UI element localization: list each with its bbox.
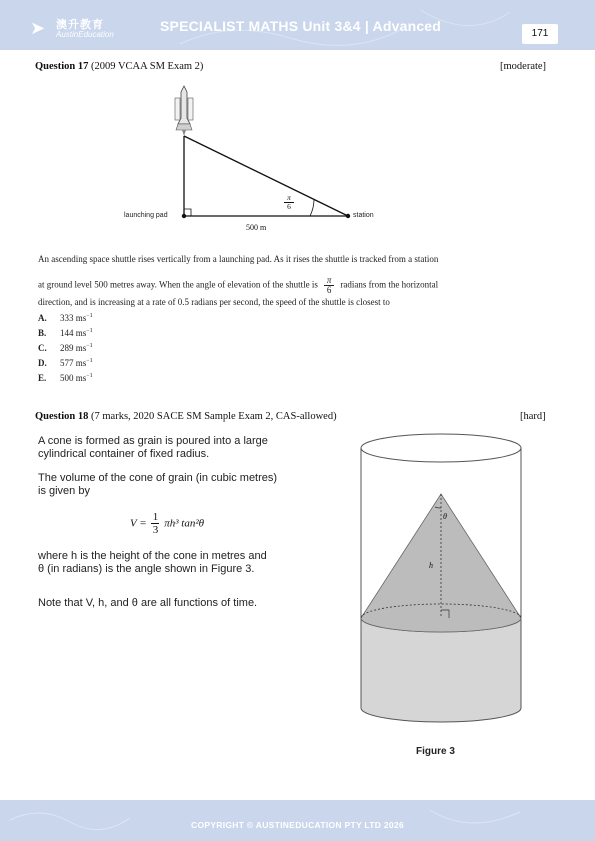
option-d[interactable] <box>38 358 93 373</box>
option-exp: −1 <box>86 358 93 364</box>
page-number: 171 <box>522 24 558 44</box>
q18-paragraph-3 <box>38 550 267 576</box>
figure-h-label: h <box>429 561 433 570</box>
q17-inline-fraction <box>324 276 334 295</box>
option-value: 144 ms <box>60 328 87 338</box>
option-letter: E. <box>38 373 47 383</box>
q18-p1-line2: cylindrical container of fixed radius. <box>38 448 210 460</box>
formula-fraction <box>151 511 159 536</box>
figure-theta-label: θ <box>443 512 447 521</box>
option-exp: −1 <box>86 343 93 349</box>
option-value: 289 ms <box>60 343 87 353</box>
space-shuttle-icon <box>175 86 193 136</box>
option-value: 577 ms <box>60 358 87 368</box>
q17-heading <box>35 61 203 72</box>
q17-options <box>38 313 93 388</box>
formula-rhs: πh³ tan²θ <box>164 517 205 530</box>
distance-label: 500 m <box>246 223 267 232</box>
figure-3-cylinder-cone <box>360 432 522 732</box>
option-letter: A. <box>38 313 47 323</box>
q18-p3-line1: where h is the height of the cone in metres and <box>38 550 267 562</box>
q18-p2-line2: is given by <box>38 485 90 497</box>
q17-text-line-3: direction, and is increasing at a rate of 0.5 radians per second, the speed of the shuttle is closest to <box>38 297 390 307</box>
page-title: SPECIALIST MATHS Unit 3&4 | Advanced <box>160 18 442 34</box>
q18-paragraph-1 <box>38 435 268 461</box>
q17-text-line-2 <box>38 276 438 295</box>
q17-text-line-2b: radians from the horizontal <box>340 279 439 290</box>
brand-logo <box>30 14 140 44</box>
station-point <box>346 214 350 218</box>
option-exp: −1 <box>86 373 93 379</box>
figure-3-caption: Figure 3 <box>416 746 455 757</box>
q17-frac-num: π <box>326 275 332 285</box>
logo-english-text: AustinEducation <box>56 30 114 39</box>
q18-source: (7 marks, 2020 SACE SM Sample Exam 2, CAS-allowed) <box>91 411 337 422</box>
q18-heading <box>35 411 337 422</box>
q17-text-line-2a: at ground level 500 metres away. When the angle of elevation of the shuttle is <box>38 279 318 290</box>
angle-numerator: π <box>287 193 291 202</box>
bird-logo-icon: ➤ <box>30 18 46 39</box>
option-value: 500 ms <box>60 373 87 383</box>
option-c[interactable] <box>38 343 93 358</box>
formula-lhs: V = <box>130 517 147 530</box>
formula-num: 1 <box>152 511 159 523</box>
option-letter: B. <box>38 328 47 338</box>
q18-p2-line1: The volume of the cone of grain (in cubic metres) <box>38 472 278 484</box>
q17-number: Question 17 <box>35 61 89 72</box>
option-value: 333 ms <box>60 313 87 323</box>
option-exp: −1 <box>86 313 93 319</box>
option-a[interactable] <box>38 313 93 328</box>
q17-source: (2009 VCAA SM Exam 2) <box>91 61 204 72</box>
q17-difficulty: [moderate] <box>500 61 547 72</box>
station-label: station <box>353 212 374 219</box>
option-letter: C. <box>38 343 47 353</box>
q17-text-line-1: An ascending space shuttle rises vertically from a launching pad. As it rises the shuttle is tracked from a station <box>38 254 439 264</box>
q17-frac-den: 6 <box>324 285 334 295</box>
formula-den: 3 <box>152 524 159 536</box>
q18-paragraph-4: Note that V, h, and θ are all functions of time. <box>38 597 258 609</box>
option-e[interactable] <box>38 373 93 388</box>
option-letter: D. <box>38 358 47 368</box>
q18-p1-line1: A cone is formed as grain is poured into a large <box>38 435 268 447</box>
launch-pad-label: launching pad <box>124 212 168 219</box>
q18-paragraph-2 <box>38 472 277 498</box>
copyright-notice: COPYRIGHT © AUSTINEDUCATION PTY LTD 2026 <box>191 820 404 830</box>
volume-formula <box>130 511 204 536</box>
angle-label <box>284 194 294 211</box>
q18-number: Question 18 <box>35 411 89 422</box>
option-exp: −1 <box>86 328 93 334</box>
logo-chinese-text: 澳升教育 <box>56 18 104 31</box>
option-b[interactable] <box>38 328 93 343</box>
q18-difficulty: [hard] <box>520 411 546 422</box>
q18-p3-line2: θ (in radians) is the angle shown in Figure 3. <box>38 563 255 575</box>
launch-pad-point <box>182 214 186 218</box>
angle-denominator: 6 <box>284 202 294 211</box>
